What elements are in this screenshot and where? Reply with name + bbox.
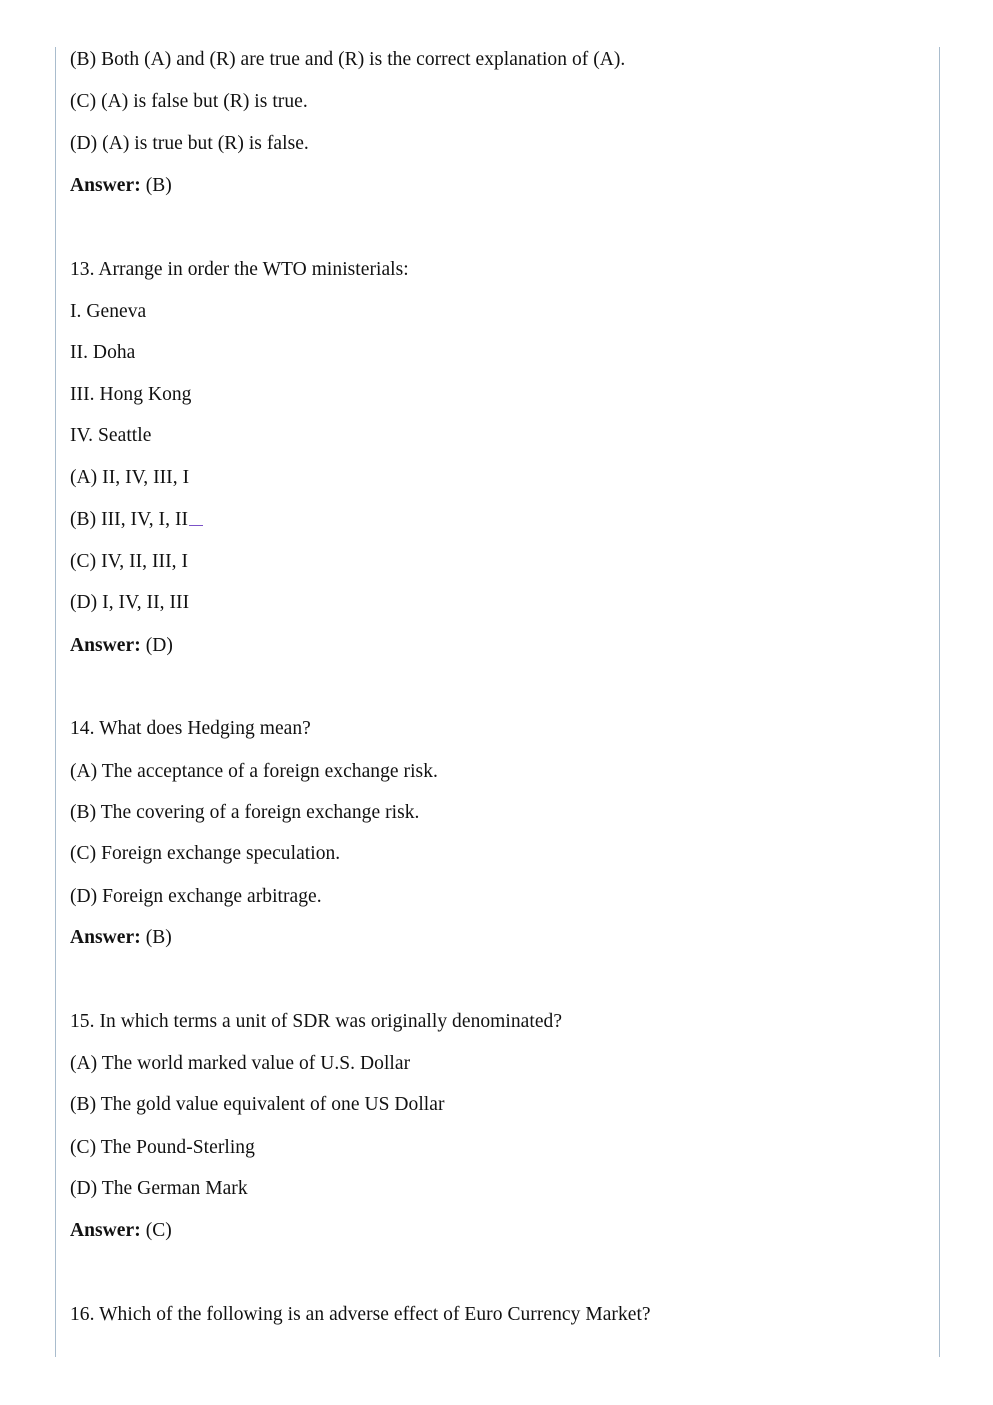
q14-answer: [70, 926, 172, 950]
answer-value: (B): [140, 927, 172, 948]
q15-answer: [70, 1219, 172, 1243]
q15-option-b: (B) The gold value equivalent of one US Dollar: [70, 1094, 445, 1115]
q13-item-2: II. Doha: [70, 342, 136, 363]
q13-item-3: III. Hong Kong: [70, 384, 192, 405]
q15-question: 15. In which terms a unit of SDR was originally denominated?: [70, 1011, 563, 1032]
q13-option-a: (A) II, IV, III, I: [70, 467, 190, 488]
answer-label: Answer:: [70, 1220, 141, 1241]
page-border-left: [55, 47, 56, 1357]
q12-option-b: (B) Both (A) and (R) are true and (R) is the correct explanation of (A).: [70, 49, 626, 70]
q15-option-c: (C) The Pound-Sterling: [70, 1137, 255, 1158]
page-border-right: [939, 47, 940, 1357]
q14-option-c: (C) Foreign exchange speculation.: [70, 843, 341, 864]
answer-label: Answer:: [70, 927, 141, 948]
hyperlink-marker[interactable]: [189, 524, 203, 526]
q13-option-b-row: [70, 508, 203, 532]
q14-option-a: (A) The acceptance of a foreign exchange risk.: [70, 761, 438, 782]
q13-option-b: (B) III, IV, I, II: [70, 509, 189, 530]
q12-answer: [70, 174, 172, 198]
q15-option-a: (A) The world marked value of U.S. Dollar: [70, 1053, 411, 1074]
q16-question: 16. Which of the following is an adverse effect of Euro Currency Market?: [70, 1304, 651, 1325]
q13-option-d: (D) I, IV, II, III: [70, 592, 190, 613]
q13-answer: [70, 634, 173, 658]
q13-option-c: (C) IV, II, III, I: [70, 551, 189, 572]
answer-label: Answer:: [70, 175, 141, 196]
q15-option-d: (D) The German Mark: [70, 1178, 248, 1199]
answer-value: (B): [140, 175, 172, 196]
answer-value: (C): [140, 1220, 172, 1241]
q12-option-c: (C) (A) is false but (R) is true.: [70, 91, 308, 112]
answer-value: (D): [140, 635, 173, 656]
answer-label: Answer:: [70, 635, 141, 656]
q13-question: 13. Arrange in order the WTO ministerials:: [70, 259, 409, 280]
q14-option-b: (B) The covering of a foreign exchange risk.: [70, 802, 420, 823]
q14-option-d: (D) Foreign exchange arbitrage.: [70, 886, 322, 907]
q14-question: 14. What does Hedging mean?: [70, 718, 311, 739]
q13-item-1: I. Geneva: [70, 301, 147, 322]
q12-option-d: (D) (A) is true but (R) is false.: [70, 133, 309, 154]
q13-item-4: IV. Seattle: [70, 425, 152, 446]
